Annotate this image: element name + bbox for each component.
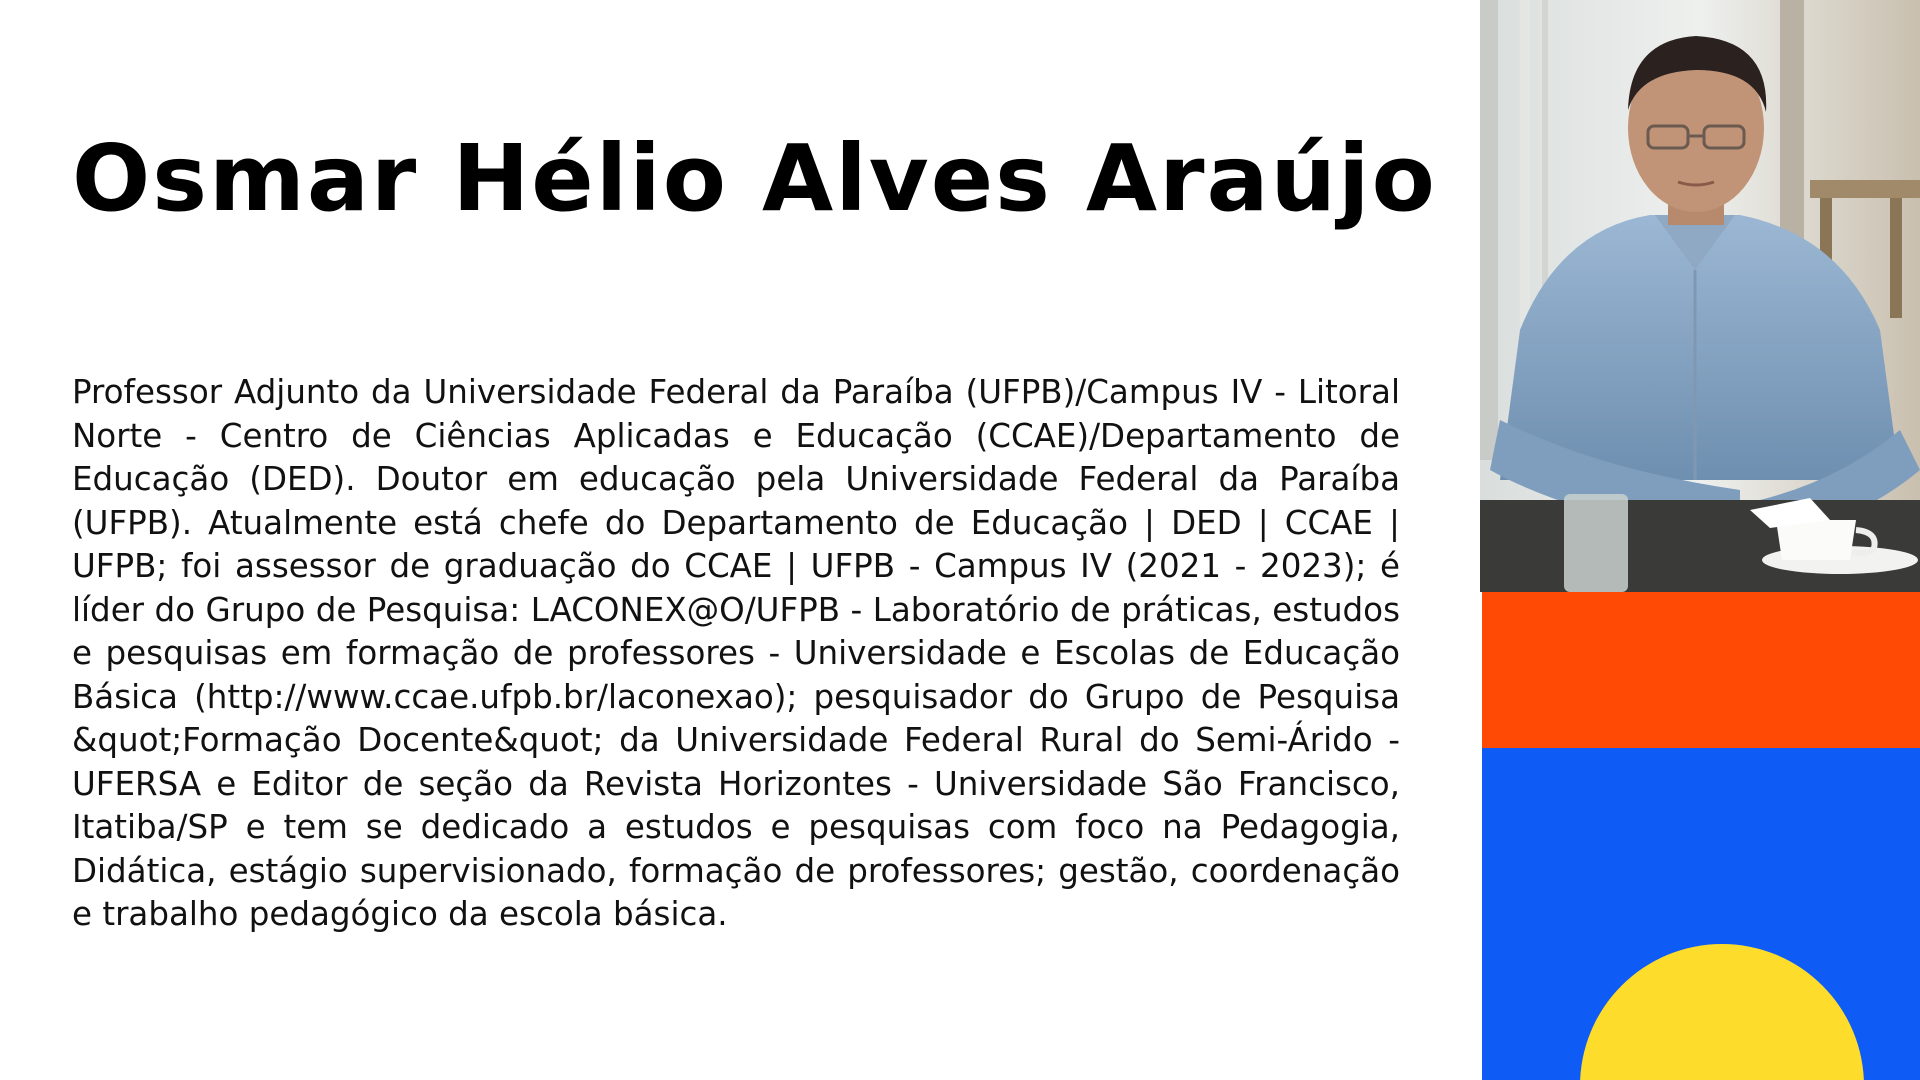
yellow-circle	[1580, 944, 1864, 1080]
portrait-photo	[1480, 0, 1920, 592]
decorative-column	[1480, 0, 1920, 1080]
blue-color-block	[1482, 748, 1920, 1080]
person-name: Osmar Hélio Alves Araújo	[72, 125, 1437, 232]
orange-color-block	[1482, 592, 1920, 748]
bio-text: Professor Adjunto da Universidade Federal da Paraíba (UFPB)/Campus IV - Litoral Norte - Centro de Ciências Aplicadas e Educação (CCAE)/Departamento de Educação (DED). Doutor em educação pela Universidade Federal da Paraíba (UFPB). Atualmente está chefe do Departamento de Educação | DED | CCAE | UFPB; foi assessor de graduação do CCAE | UFPB - Campus IV (2021 - 2023); é líder do Grupo de Pesquisa: LACONEX@O/UFPB - Laboratório de práticas, estudos e pesquisas em formação de professores - Universidade e Escolas de Educação Básica (http://www.ccae.ufpb.br/laconexao); pesquisador do Grupo de Pesquisa &quot;Formação Docente&quot; da Universidade Federal Rural do Semi-Árido - UFERSA e Editor de seção da Revista Horizontes - Universidade São Francisco, Itatiba/SP e tem se dedicado a estudos e pesquisas com foco na Pedagogia, Didática, estágio supervisionado, formação de professores; gestão, coordenação e trabalho pedagógico da escola básica.	[72, 373, 1400, 933]
